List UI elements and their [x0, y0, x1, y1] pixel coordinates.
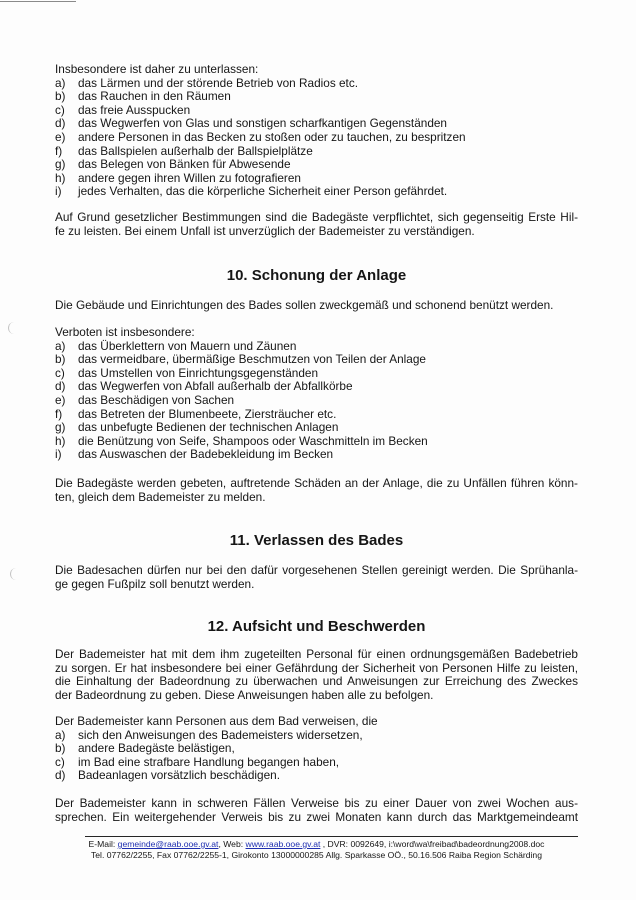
section-10-heading: 10. Schonung der Anlage [226, 267, 407, 284]
list-item-label: h) [55, 170, 66, 185]
section-12-severe [55, 797, 578, 824]
web-link[interactable]: www.raab.ooe.gv.at [245, 839, 321, 849]
list-item [55, 742, 578, 756]
section-12-expulsion [55, 715, 578, 783]
email-link[interactable]: gemeinde@raab.ooe.gv.at [117, 839, 219, 849]
list-item [55, 90, 578, 104]
first-aid-paragraph [55, 211, 578, 238]
scan-mark [10, 568, 16, 580]
prohibitions-intro: Insbesondere ist daher zu unterlassen: [55, 62, 259, 76]
list-item-label: c) [55, 754, 65, 769]
section-10-list [55, 326, 578, 462]
list-item [55, 408, 578, 422]
list-item-text: im Bad eine strafbare Handlung begangen haben, [78, 754, 340, 769]
list-item [55, 353, 578, 367]
footer-line-contact [55, 839, 578, 850]
list-intro: Verboten ist insbesondere: [55, 325, 195, 339]
list-item-label: a) [55, 727, 66, 742]
list-item-label: i) [55, 184, 62, 199]
footer-divider [85, 836, 578, 837]
list-item-label: g) [55, 420, 66, 435]
prohibitions-block [55, 63, 578, 199]
list-item-text: das vermeidbare, übermäßige Beschmutzen von Teilen der Anlage [78, 352, 426, 367]
list-item-label: a) [55, 75, 66, 90]
footer-reference: , DVR: 0092649, i:\word\wa\freibad\badeordnung2008.doc [320, 839, 545, 849]
list-item-text: jedes Verhalten, das die körperliche Sicherheit einer Person gefährdet. [78, 184, 448, 199]
list-item-label: a) [55, 338, 66, 353]
list-item-label: b) [55, 89, 66, 104]
list-item-text: das Rauchen in den Räumen [78, 89, 231, 104]
list-item-text: andere Personen in das Becken zu stoßen oder zu tauchen, zu bespritzen [78, 129, 466, 144]
list-item-text: das freie Ausspucken [78, 102, 191, 117]
list-item [55, 158, 578, 172]
list-item-text: das Umstellen von Einrichtungsgegenständen [78, 365, 319, 380]
list-item-text: die Benützung von Seife, Shampoos oder Waschmitteln im Becken [78, 433, 428, 448]
list-item [55, 380, 578, 394]
paragraph-line: Die Badegäste werden gebeten, auftretende Schäden an der Anlage, die zu Unfällen führen könn- [55, 476, 578, 490]
paragraph-line: Der Bademeister hat mit dem ihm zugeteilten Personal für einen ordnungsgemäßen Badebetrieb [55, 647, 578, 661]
list-item-text: sich den Anweisungen des Bademeisters widersetzen, [78, 727, 363, 742]
list-item-label: c) [55, 102, 65, 117]
list-item [55, 367, 578, 381]
paragraph-line: Die Gebäude und Einrichtungen des Bades sollen zweckgemäß und schonend benützt werden. [55, 298, 554, 312]
list-item-text: Badeanlagen vorsätzlich beschädigen. [78, 768, 280, 783]
list-item-label: d) [55, 379, 66, 394]
list-item-label: f) [55, 143, 63, 158]
section-11-heading: 11. Verlassen des Bades [229, 532, 404, 549]
list-item-label: b) [55, 352, 66, 367]
web-label: , Web: [218, 839, 246, 849]
list-item-text: das Belegen von Bänken für Abwesende [78, 157, 291, 172]
list-item-label: e) [55, 129, 66, 144]
list-item [55, 131, 578, 145]
list-item [55, 117, 578, 131]
paragraph-line: ten, gleich dem Bademeister zu melden. [55, 489, 266, 504]
section-10-closing [55, 477, 578, 504]
list-item [55, 729, 578, 743]
list-item [55, 756, 578, 770]
list-item-text: das Überklettern von Mauern und Zäunen [78, 338, 297, 353]
list-item [55, 104, 578, 118]
list-intro: Der Bademeister kann Personen aus dem Bad verweisen, die [55, 714, 378, 728]
paragraph-line: Der Bademeister kann in schweren Fällen Verweise bis zu einer Dauer von zwei Wochen aus- [55, 796, 578, 810]
list-item [55, 77, 578, 91]
list-item-text: das Beschädigen von Sachen [78, 392, 235, 407]
paragraph-line: sprechen. Ein weitergehender Verweis bis zu zwei Monaten kann durch das Marktgemeindeamt [55, 809, 578, 824]
paragraph-line: Auf Grund gesetzlicher Bestimmungen sind die Badegäste verpflichtet, sich gegenseitig Erste Hil- [55, 210, 578, 224]
list-item-text: das Wegwerfen von Glas und sonstigen scharfkantigen Gegenständen [78, 116, 447, 131]
section-11-paragraph [55, 564, 578, 591]
list-item [55, 435, 578, 449]
list-item-label: h) [55, 433, 66, 448]
scan-edge-mark [0, 1, 76, 2]
list-item-text: andere gegen ihren Willen zu fotografieren [78, 170, 301, 185]
list-item-label: f) [55, 406, 63, 421]
list-item-text: das Wegwerfen von Abfall außerhalb der Abfallkörbe [78, 379, 353, 394]
list-item-label: g) [55, 157, 66, 172]
list-item-text: das unbefugte Bedienen der technischen Anlagen [78, 420, 339, 435]
paragraph-line: Die Badesachen dürfen nur bei den dafür vorgesehenen Stellen gereinigt werden. Die Sprühanla- [55, 563, 578, 577]
list-item-label: d) [55, 116, 66, 131]
paragraph-line: der Badeordnung zu geben. Diese Anweisungen haben alle zu befolgen. [55, 687, 434, 702]
list-item [55, 394, 578, 408]
paragraph-line: fe zu leisten. Bei einem Unfall ist unverzüglich der Bademeister zu verständigen. [55, 223, 475, 238]
paragraph-line: ge gegen Fußpilz soll benutzt werden. [55, 576, 255, 591]
list-item-label: e) [55, 392, 66, 407]
list-item-text: das Auswaschen der Badebekleidung im Becken [78, 447, 334, 462]
list-item [55, 145, 578, 159]
email-label: E-Mail: [88, 839, 118, 849]
list-item-label: c) [55, 365, 65, 380]
list-item-text: das Betreten der Blumenbeete, Ziersträucher etc. [78, 406, 337, 421]
scan-mark [8, 322, 14, 334]
list-item-text: das Ballspielen außerhalb der Ballspielplätze [78, 143, 313, 158]
section-12-duties [55, 648, 578, 702]
section-10-intro [55, 299, 578, 313]
list-item-text: das Lärmen und der störende Betrieb von Radios etc. [78, 75, 359, 90]
list-item [55, 340, 578, 354]
list-item [55, 448, 578, 462]
list-item [55, 185, 578, 199]
list-item [55, 421, 578, 435]
paragraph-line: zu sorgen. Er hat insbesondere bei einer Gefährdung der Sicherheit von Personen Hilfe zu leisten, [55, 660, 578, 675]
paragraph-line: die Einhaltung der Badeordnung zu überwachen und Anweisungen zur Erreichung des Zweckes [55, 674, 578, 689]
list-item [55, 172, 578, 186]
footer-line-bank: Tel. 07762/2255, Fax 07762/2255-1, Girokonto 13000000285 Allg. Sparkasse OÖ., 50.16.506 Raiba Region Schärding [90, 850, 542, 860]
list-item-label: i) [55, 447, 62, 462]
list-item-label: d) [55, 768, 66, 783]
list-item-text: andere Badegäste belästigen, [78, 741, 235, 756]
section-12-heading: 12. Aufsicht und Beschwerden [207, 618, 426, 635]
list-item-label: b) [55, 741, 66, 756]
list-item [55, 769, 578, 783]
